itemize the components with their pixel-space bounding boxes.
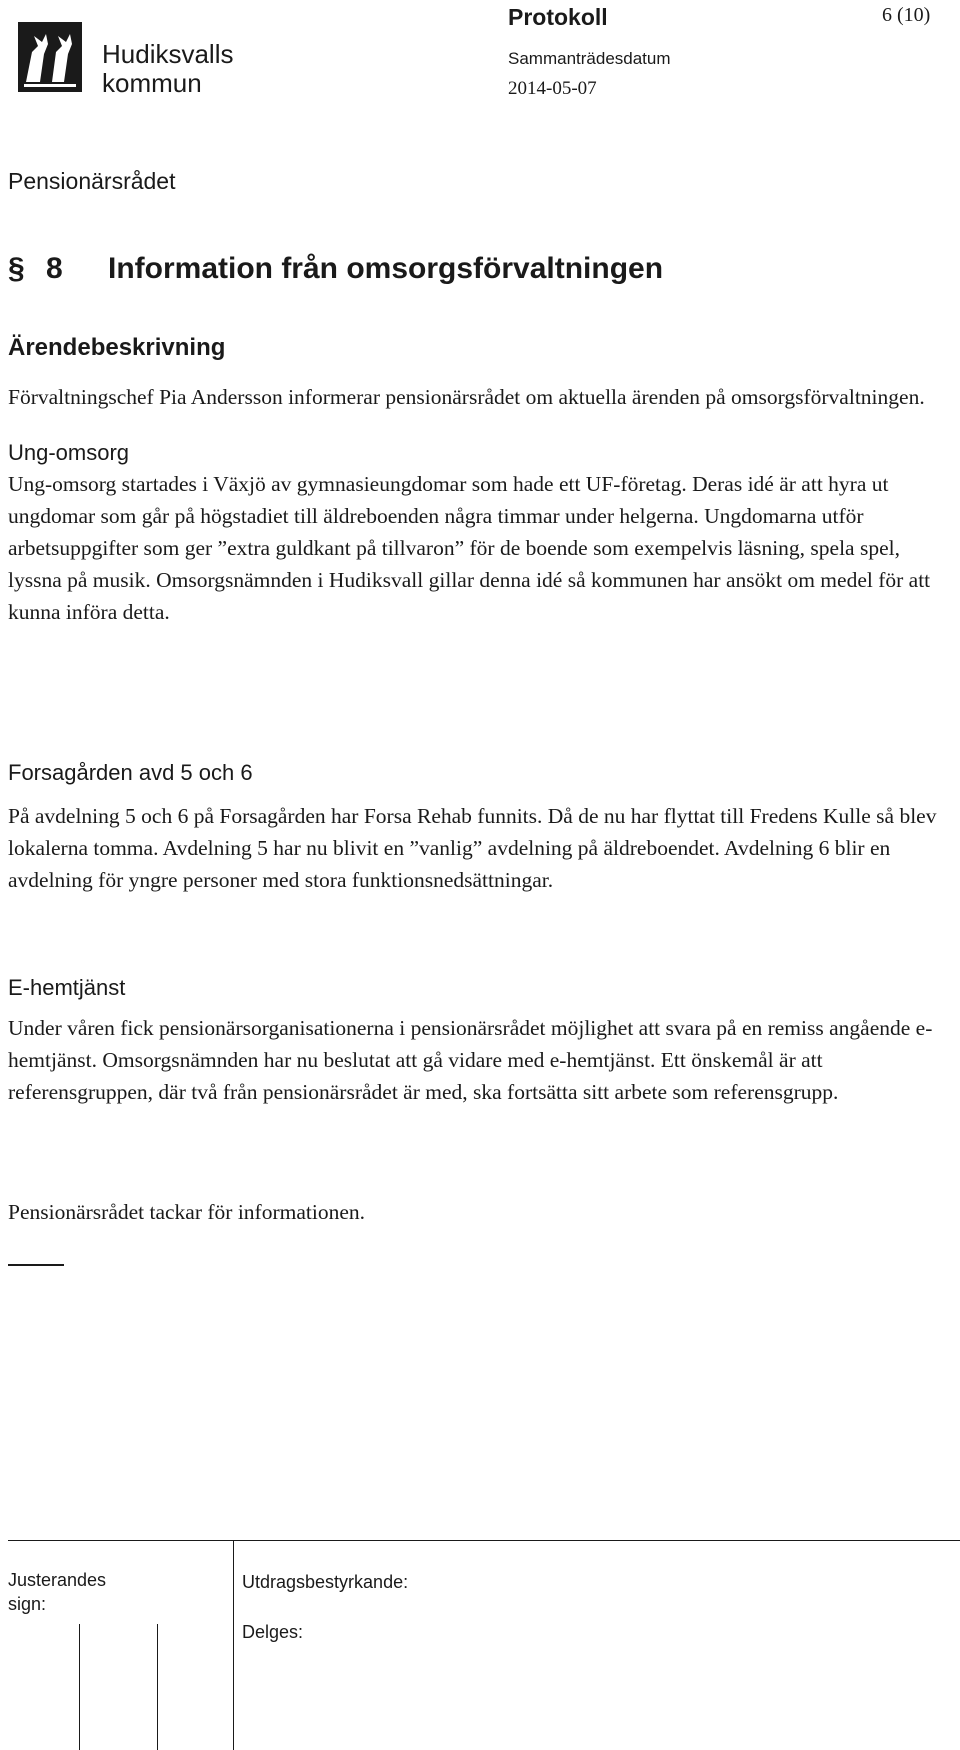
signature-box-divider <box>157 1624 158 1750</box>
section-symbol: § <box>8 252 25 285</box>
section-number: 8 <box>46 252 63 285</box>
footer-divider <box>8 1540 960 1541</box>
goats-logo-icon <box>18 22 82 92</box>
page-number: 6 (10) <box>882 4 931 26</box>
section-heading <box>8 252 663 286</box>
signature-box-divider <box>79 1624 80 1750</box>
subsection-text-e-hemtjanst: Under våren fick pensionärsorganisationerna i pensionärsrådet möjlighet att svara på en remiss angående e-hemtjänst. Omsorgsnämnden har nu beslutat att gå vidare med e-hemtjänst. Ett önskemål är att referensgruppen, där två från pensionärsrådet är med, ska fortsätta sitt arbete som referensgrupp. <box>8 1016 933 1104</box>
closing-statement: Pensionärsrådet tackar för informationen. <box>8 1200 366 1224</box>
delges-label: Delges: <box>242 1622 304 1642</box>
footer-column-divider <box>233 1541 234 1750</box>
utdragsbestyrkande-label: Utdragsbestyrkande: <box>242 1572 409 1592</box>
closing-rule <box>8 1264 64 1266</box>
description-text: Förvaltningschef Pia Andersson informerar pensionärsrådet om aktuella ärenden på omsorgsförvaltningen. <box>8 385 925 409</box>
logo-text-line1: Hudiksvalls <box>102 39 234 69</box>
subsection-text-forsagarden: På avdelning 5 och 6 på Forsagården har Forsa Rehab funnits. Då de nu har flyttat till Fredens Kulle så blev lokalerna tomma. Avdelning 5 har nu blivit en ”vanlig” avdelning på äldreboendet. Avdelning 6 blir en avdelning för yngre personer med stora funktionsnedsättningar. <box>8 804 937 892</box>
meeting-date: 2014-05-07 <box>508 78 597 99</box>
subsection-heading-ung-omsorg: Ung-omsorg <box>8 440 130 465</box>
meeting-date-label: Sammanträdesdatum <box>508 49 671 68</box>
justerandes-sign-label: Justerandes sign: <box>8 1570 107 1614</box>
section-title: Information från omsorgsförvaltningen <box>108 252 664 285</box>
subsection-heading-forsagarden: Forsagården avd 5 och 6 <box>8 760 253 785</box>
subsection-text-ung-omsorg: Ung-omsorg startades i Växjö av gymnasieungdomar som hade ett UF-företag. Deras idé är att hyra ut ungdomar som går på högstadiet till äldreboenden några timmar under helgerna. Ungdomarna utför arbetsuppgifter som ger ”extra guldkant på tillvaron” för de boende som exempelvis läsning, spela spel, lyssna på musik. Omsorgsnämnden i Hudiksvall gillar denna idé så kommunen har ansökt om medel för att kunna införa detta. <box>8 472 931 624</box>
logo-text-line2: kommun <box>102 68 202 98</box>
description-heading: Ärendebeskrivning <box>8 334 226 361</box>
subsection-heading-e-hemtjanst: E-hemtjänst <box>8 975 126 1000</box>
document-title: Protokoll <box>508 4 608 30</box>
municipality-logo <box>18 18 288 96</box>
organization-name: Pensionärsrådet <box>8 168 176 194</box>
